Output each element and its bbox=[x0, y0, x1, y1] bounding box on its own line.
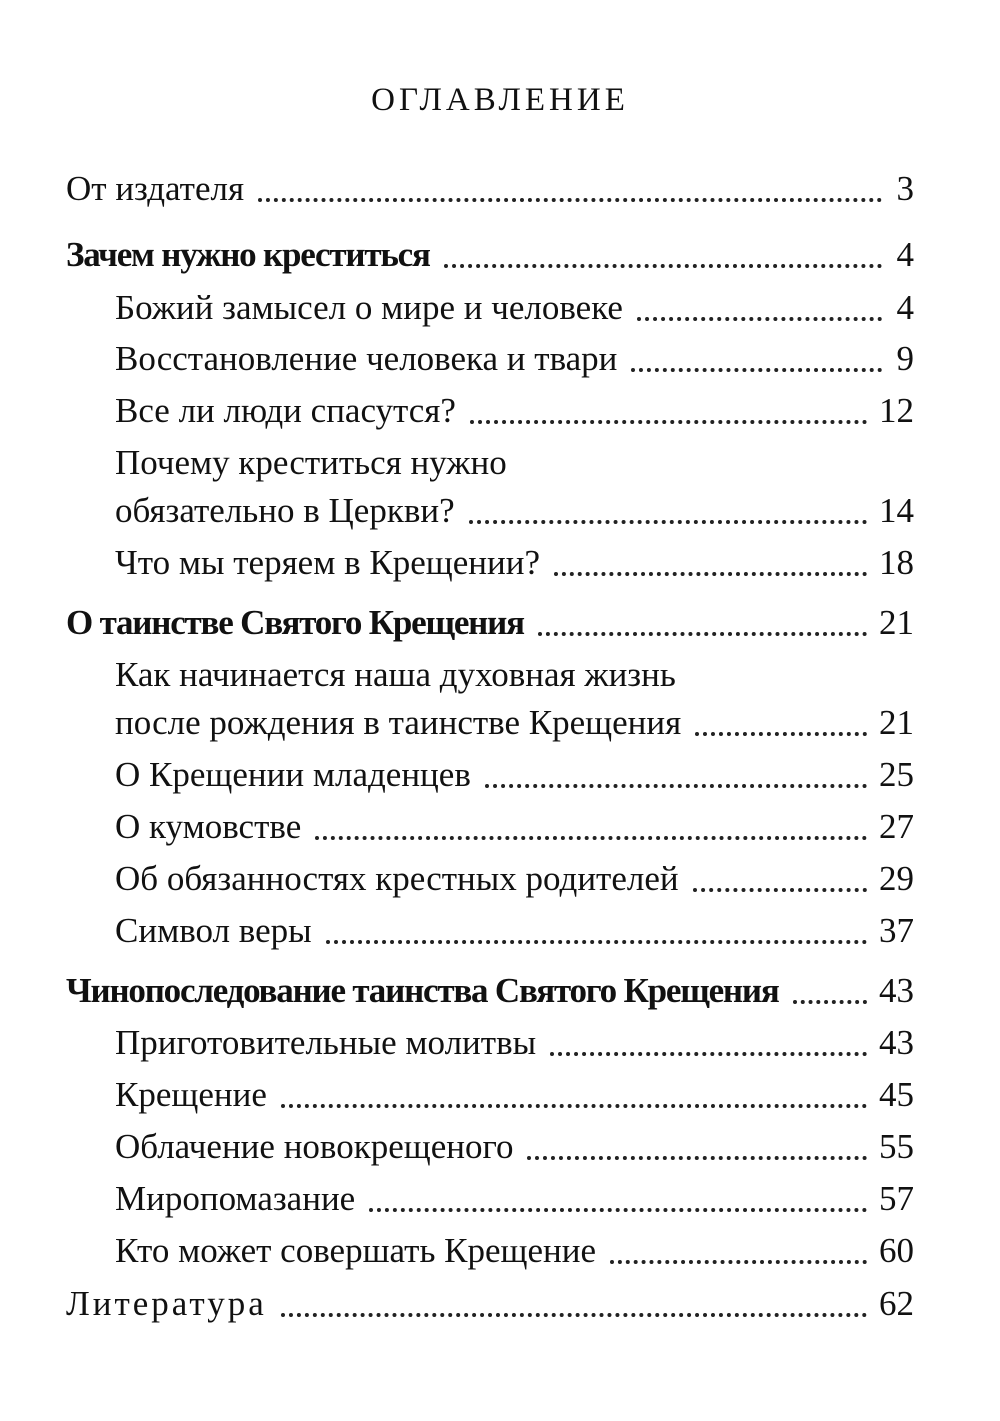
toc-subentry[interactable] bbox=[115, 1176, 914, 1222]
toc-subentry[interactable] bbox=[115, 488, 914, 534]
toc-entry-label: Божий замысел о мире и человеке bbox=[115, 288, 623, 327]
toc-entry-label: обязательно в Церкви? bbox=[115, 491, 455, 530]
toc-entry-label: Символ веры bbox=[115, 911, 312, 950]
toc-entry-label-line1[interactable]: Как начинается наша духовная жизнь bbox=[115, 655, 676, 694]
toc-entry-page: 43 bbox=[879, 971, 914, 1010]
toc-subentry[interactable] bbox=[115, 752, 914, 798]
toc-section-label: Чинопоследование таинства Святого Крещения bbox=[66, 971, 779, 1010]
toc-subentry[interactable] bbox=[115, 1020, 914, 1066]
toc-entry-page: 55 bbox=[879, 1127, 914, 1166]
toc-subentry[interactable] bbox=[115, 1124, 914, 1170]
toc-entry-page: 57 bbox=[879, 1179, 914, 1218]
dot-leader bbox=[637, 285, 882, 331]
toc-entry[interactable] bbox=[66, 1281, 914, 1327]
dot-leader bbox=[631, 336, 882, 382]
toc-entry-page: 25 bbox=[879, 755, 914, 794]
toc-subentry[interactable] bbox=[115, 388, 914, 434]
toc-entry-label: после рождения в таинстве Крещения bbox=[115, 703, 682, 742]
toc-entry-page: 27 bbox=[879, 807, 914, 846]
toc-subentry[interactable] bbox=[115, 1228, 914, 1274]
toc-entry-label: Миропомазание bbox=[115, 1179, 356, 1218]
toc-section[interactable] bbox=[66, 232, 914, 278]
toc-subentry[interactable] bbox=[115, 856, 914, 902]
toc-entry-page: 62 bbox=[879, 1284, 914, 1323]
toc-entry[interactable] bbox=[66, 166, 914, 212]
toc-entry-page: 45 bbox=[879, 1075, 914, 1114]
toc-entry-label: Все ли люди спасутся? bbox=[115, 391, 456, 430]
toc-entry-page: 21 bbox=[879, 703, 914, 742]
toc-entry-page: 12 bbox=[879, 391, 914, 430]
toc-entry-page: 14 bbox=[879, 491, 914, 530]
toc-entry-label: Об обязанностях крестных родителей bbox=[115, 859, 679, 898]
page-title: ОГЛАВЛЕНИЕ bbox=[371, 82, 629, 118]
toc-entry-label: О кумовстве bbox=[115, 807, 302, 846]
toc-entry-page: 4 bbox=[896, 235, 914, 274]
dot-leader bbox=[369, 1176, 867, 1222]
toc-entry-label: Крещение bbox=[115, 1075, 267, 1114]
toc-entry-label: Что мы теряем в Крещении? bbox=[115, 543, 540, 582]
toc-entry-label: Кто может совершать Крещение bbox=[115, 1231, 597, 1270]
toc-entry-label: Литература bbox=[66, 1284, 267, 1323]
dot-leader bbox=[554, 540, 867, 586]
toc-subentry[interactable] bbox=[115, 804, 914, 850]
toc-entry-page: 9 bbox=[896, 339, 914, 378]
toc-section-label: Зачем нужно креститься bbox=[66, 235, 430, 274]
toc-entry-label: О Крещении младенцев bbox=[115, 755, 471, 794]
toc-entry-page: 18 bbox=[879, 543, 914, 582]
toc-entry-page: 29 bbox=[879, 859, 914, 898]
toc-subentry[interactable] bbox=[115, 336, 914, 382]
dot-leader bbox=[693, 856, 867, 902]
toc-entry-label: Восстановление человека и твари bbox=[115, 339, 618, 378]
dot-leader bbox=[485, 752, 867, 798]
dot-leader bbox=[469, 488, 867, 534]
toc-entry-label: От издателя bbox=[66, 169, 245, 208]
dot-leader bbox=[610, 1228, 867, 1274]
toc-entry-page: 21 bbox=[879, 603, 914, 642]
toc-subentry[interactable] bbox=[115, 285, 914, 331]
toc-entry-label-line1[interactable]: Почему креститься нужно bbox=[115, 443, 507, 482]
dot-leader bbox=[326, 908, 867, 954]
dot-leader bbox=[258, 166, 882, 212]
dot-leader bbox=[793, 968, 867, 1014]
dot-leader bbox=[538, 600, 867, 646]
toc-section[interactable] bbox=[66, 968, 914, 1014]
dot-leader bbox=[281, 1072, 867, 1118]
dot-leader bbox=[527, 1124, 867, 1170]
toc-entry-page: 3 bbox=[896, 169, 914, 208]
toc-section-label: О таинстве Святого Крещения bbox=[66, 603, 524, 642]
dot-leader bbox=[281, 1281, 867, 1327]
toc-section[interactable] bbox=[66, 600, 914, 646]
dot-leader bbox=[550, 1020, 867, 1066]
toc-subentry[interactable] bbox=[115, 908, 914, 954]
toc-subentry[interactable] bbox=[115, 700, 914, 746]
dot-leader bbox=[695, 700, 867, 746]
toc-entry-page: 4 bbox=[896, 288, 914, 327]
dot-leader bbox=[470, 388, 867, 434]
toc-subentry[interactable] bbox=[115, 540, 914, 586]
toc-entry-page: 43 bbox=[879, 1023, 914, 1062]
toc-entry-page: 60 bbox=[879, 1231, 914, 1270]
dot-leader bbox=[444, 232, 882, 278]
toc-entry-page: 37 bbox=[879, 911, 914, 950]
toc-entry-label: Облачение новокрещеного bbox=[115, 1127, 514, 1166]
toc-subentry[interactable] bbox=[115, 1072, 914, 1118]
dot-leader bbox=[315, 804, 867, 850]
toc-entry-label: Приготовительные молитвы bbox=[115, 1023, 537, 1062]
